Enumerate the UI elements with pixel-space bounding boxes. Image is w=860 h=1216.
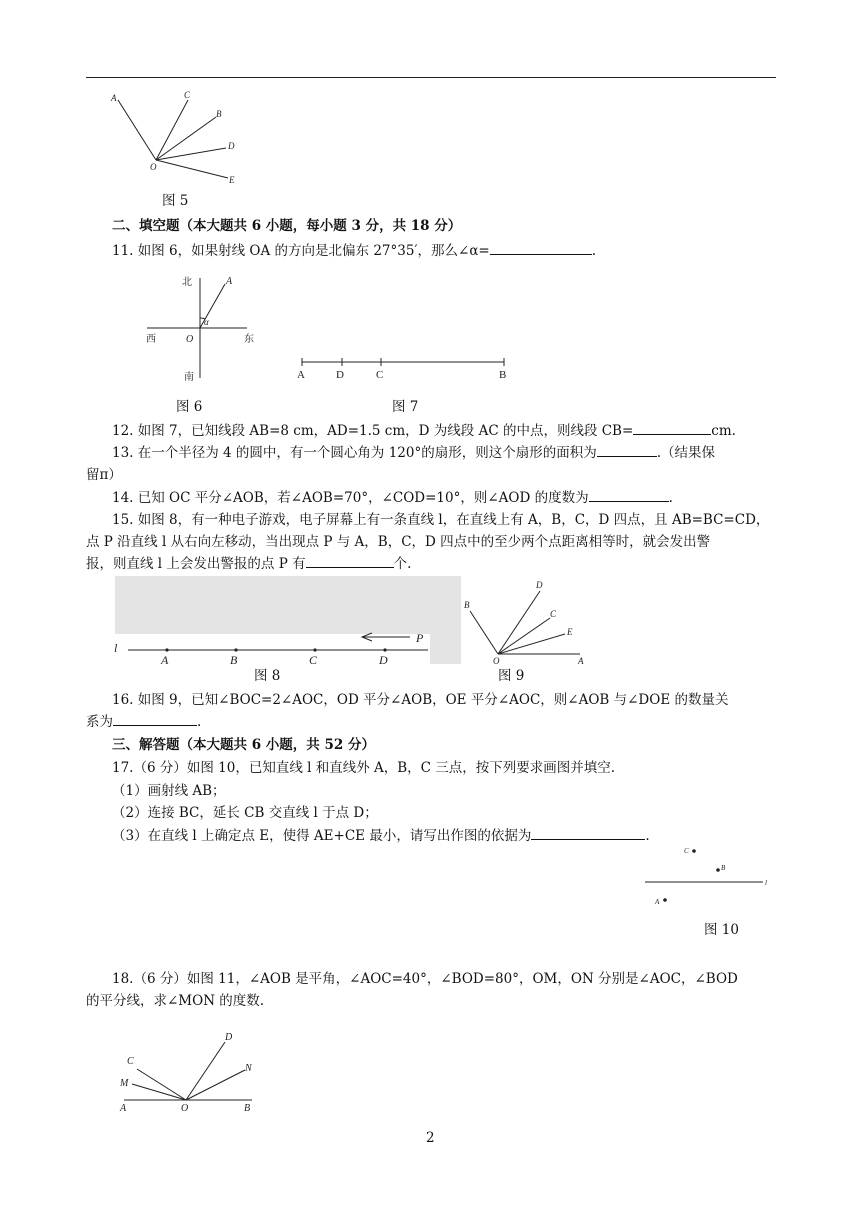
fig10-caption: 图 10 (704, 922, 739, 938)
q14-blank (589, 487, 669, 502)
fig9-label-e: E (567, 627, 573, 637)
fig8-point-d: D (379, 653, 388, 667)
fig11-label-d: D (225, 1032, 233, 1043)
fig6-label-a: A (226, 276, 233, 287)
q15-blank (306, 553, 394, 568)
header-rule (86, 77, 776, 78)
q16-blank (113, 711, 197, 726)
section3-heading: 三、解答题（本大题共 6 小题，共 52 分） (112, 737, 375, 753)
fig11-label-c: C (127, 1056, 134, 1067)
q13-line1: 13. 在一个半径为 4 的圆中，有一个圆心角为 120°的扇形，则这个扇形的面积为 (112, 445, 597, 461)
figure-11 (112, 1028, 262, 1116)
q17-blank (531, 825, 645, 840)
figure-10 (640, 842, 780, 912)
fig6-south: 南 (184, 372, 194, 383)
q16-line2-end: . (197, 714, 202, 730)
figure-9 (460, 576, 590, 666)
fig9-label-o: O (493, 656, 500, 666)
q17-step1: （1）画射线 AB； (112, 783, 226, 799)
fig5-label-b: B (216, 109, 222, 119)
fig8-point-b: B (230, 653, 238, 667)
fig8-screen (115, 576, 461, 634)
q16-line1: 16. 如图 9，已知∠BOC=2∠AOC，OD 平分∠AOB，OE 平分∠AOC，则∠AOB 与∠DOE 的数量关 (112, 692, 729, 708)
fig9-label-b: B (464, 600, 470, 610)
fig7-caption: 图 7 (392, 399, 419, 415)
question-11 (112, 240, 596, 262)
fig9-label-a: A (578, 656, 584, 666)
fig6-north: 北 (182, 277, 192, 288)
page-number: 2 (426, 1130, 435, 1146)
fig8-caption: 图 8 (254, 668, 281, 684)
fig6-label-o: O (186, 334, 194, 345)
fig5-label-c: C (184, 90, 191, 100)
fig11-label-a: A (120, 1103, 127, 1114)
fig10-label-l: l (765, 879, 767, 887)
fig8-point-c: C (309, 653, 318, 667)
fig8-point-a: A (161, 653, 169, 667)
q11-blank (490, 240, 592, 255)
fig9-caption: 图 9 (498, 668, 525, 684)
figure-6 (142, 270, 272, 385)
question-16-line2 (86, 711, 201, 733)
question-12 (112, 420, 736, 442)
q11-text: 11. 如图 6，如果射线 OA 的方向是北偏东 27°35′，那么∠α= (112, 243, 490, 259)
fig8-point-p: P (416, 631, 424, 645)
fig11-label-m: M (120, 1078, 129, 1089)
fig7-point-b: B (499, 369, 507, 381)
question-13-line1 (112, 442, 715, 464)
fig11-label-b: B (244, 1103, 251, 1114)
q16-line2: 系为 (86, 714, 113, 730)
fig6-caption: 图 6 (176, 399, 203, 415)
fig6-alpha: α (204, 317, 209, 327)
q15-line2: 点 P 沿直线 l 从右向左移动，当出现点 P 与 A，B，C，D 四点中的至少两个点距离相等时，就会发出警 (86, 534, 711, 550)
q13-line1-end: .（结果保 (656, 445, 716, 461)
q12-end: cm. (711, 423, 736, 439)
fig5-label-d: D (228, 141, 235, 151)
fig5-label-e: E (229, 175, 235, 185)
q14-text: 14. 已知 OC 平分∠AOB，若∠AOB=70°，∠COD=10°，则∠AOD 的度数为 (112, 490, 589, 506)
q12-text: 12. 如图 7，已知线段 AB=8 cm，AD=1.5 cm，D 为线段 AC 的中点，则线段 CB= (112, 423, 634, 439)
question-17-step3 (112, 825, 650, 847)
fig11-label-n: N (245, 1063, 252, 1074)
fig11-label-o: O (181, 1103, 189, 1114)
q15-line3: 报，则直线 l 上会发出警报的点 P 有 (86, 556, 306, 572)
q13-blank (597, 442, 657, 457)
q18-line2: 的平分线，求∠MON 的度数. (86, 993, 265, 1009)
figure-8 (110, 628, 440, 668)
question-14 (112, 487, 673, 509)
question-15-line3 (86, 553, 411, 575)
figure-7 (292, 350, 517, 382)
fig7-point-a: A (297, 369, 305, 381)
q13-line2: 留π） (86, 467, 122, 483)
fig10-label-a: A (655, 898, 660, 906)
q15-line3-end: 个. (393, 556, 412, 572)
q15-line1: 15. 如图 8，有一种电子游戏，电子屏幕上有一条直线 l，在直线上有 A，B，C，D 四点，且 AB=BC=CD， (112, 512, 770, 528)
fig7-point-c: C (376, 369, 384, 381)
fig5-label-o: O (150, 162, 157, 172)
fig9-label-c: C (550, 609, 557, 619)
q17-step2: （2）连接 BC，延长 CB 交直线 l 于点 D； (112, 805, 378, 821)
fig5-caption: 图 5 (162, 193, 189, 209)
q12-blank (633, 420, 711, 435)
section2-heading: 二、填空题（本大题共 6 小题，每小题 3 分，共 18 分） (112, 218, 462, 234)
q18-line1: 18.（6 分）如图 11，∠AOB 是平角，∠AOC=40°，∠BOD=80°，OM，ON 分别是∠AOC，∠BOD (112, 971, 738, 987)
fig10-label-c: C (684, 847, 689, 855)
fig6-west: 西 (146, 334, 156, 345)
fig9-label-d: D (536, 580, 543, 590)
figure-5 (108, 90, 248, 190)
fig6-east: 东 (244, 334, 254, 345)
q11-end: . (591, 243, 597, 259)
fig5-label-a: A (111, 93, 117, 103)
q17-intro: 17.（6 分）如图 10，已知直线 l 和直线外 A，B，C 三点，按下列要求画图并填空. (112, 760, 616, 776)
fig8-line-l: l (114, 641, 118, 655)
q17-step3-end: . (645, 828, 650, 844)
fig10-label-b: B (721, 864, 726, 872)
q17-step3: （3）在直线 l 上确定点 E，使得 AE+CE 最小，请写出作图的依据为 (112, 828, 532, 844)
fig7-point-d: D (336, 369, 344, 381)
q14-end: . (668, 490, 673, 506)
